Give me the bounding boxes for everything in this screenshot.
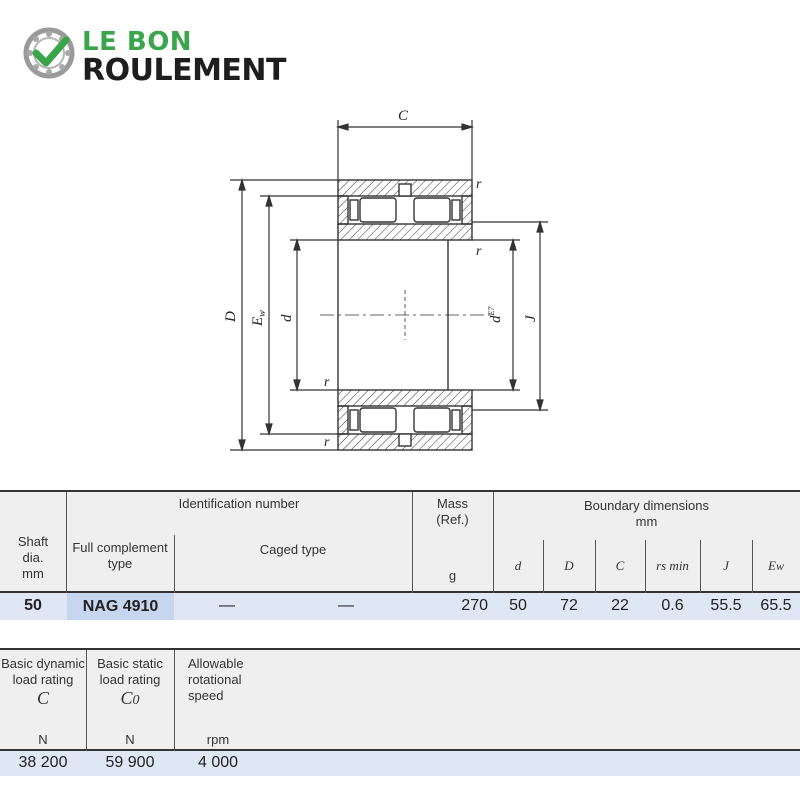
- header-C: C: [615, 558, 625, 573]
- cell-shaft: 50: [24, 597, 42, 614]
- header-identification: Identification number: [178, 496, 300, 511]
- brand-line2: ROULEMENT: [82, 53, 286, 88]
- label-r-4: r: [324, 435, 330, 450]
- label-D: D: [223, 311, 239, 322]
- cell-Ew: 65.5: [760, 597, 792, 614]
- header-speed-unit: rpm: [206, 732, 230, 747]
- header-full-complement: Full complement type: [72, 540, 168, 571]
- brand-line1: LE BON: [82, 27, 193, 57]
- table-row: [0, 593, 800, 620]
- header-D: D: [564, 558, 574, 573]
- label-r-3: r: [324, 375, 330, 390]
- label-J: J: [523, 315, 539, 322]
- brand-logo: [22, 26, 312, 88]
- label-r-2: r: [476, 244, 482, 259]
- cell-d: 50: [509, 597, 527, 614]
- cell-J: 55.5: [710, 597, 742, 614]
- header-rsmin: rs min: [656, 558, 689, 573]
- bearing-check-icon: [22, 26, 76, 80]
- cell-full-complement[interactable]: NAG 4910: [67, 593, 174, 620]
- label-dE7: $d^{E7}$: [487, 306, 504, 323]
- header-d: d: [514, 558, 522, 573]
- label-r-1: r: [476, 177, 482, 192]
- table-row: [0, 751, 800, 776]
- load-rating-table: [0, 648, 800, 776]
- cell-static: 59 900: [105, 754, 155, 771]
- header-boundary: Boundary dimensions mm: [583, 498, 710, 529]
- label-Ew: $E_w$: [250, 310, 268, 326]
- header-dynamic-load: Basic dynamic load rating C: [1, 656, 85, 708]
- header-dynamic-unit: N: [38, 732, 48, 747]
- label-d: d: [279, 314, 295, 322]
- dimensions-table: [0, 490, 800, 620]
- header-J: J: [723, 558, 729, 573]
- header-mass-unit: g: [448, 568, 457, 583]
- label-C: C: [398, 108, 409, 124]
- header-static-load: Basic static load rating C0: [97, 656, 163, 708]
- cell-dynamic: 38 200: [18, 754, 68, 771]
- cell-speed: 4 000: [197, 754, 239, 771]
- header-speed: Allowable rotational speed: [188, 656, 244, 703]
- cell-C: 22: [611, 597, 629, 614]
- cell-rsmin: 0.6: [661, 597, 684, 614]
- header-mass: Mass (Ref.): [436, 496, 469, 527]
- header-static-unit: N: [125, 732, 135, 747]
- header-caged-type: Caged type: [259, 542, 327, 557]
- cell-mass: 270: [461, 597, 488, 614]
- header-Ew: Ew: [768, 558, 784, 573]
- cell-caged-2: —: [338, 597, 354, 614]
- header-shaft-dia: Shaft dia. mm: [17, 534, 49, 581]
- cell-caged-1: —: [219, 597, 235, 614]
- cell-D: 72: [560, 597, 578, 614]
- bearing-cross-section-drawing: [200, 100, 570, 470]
